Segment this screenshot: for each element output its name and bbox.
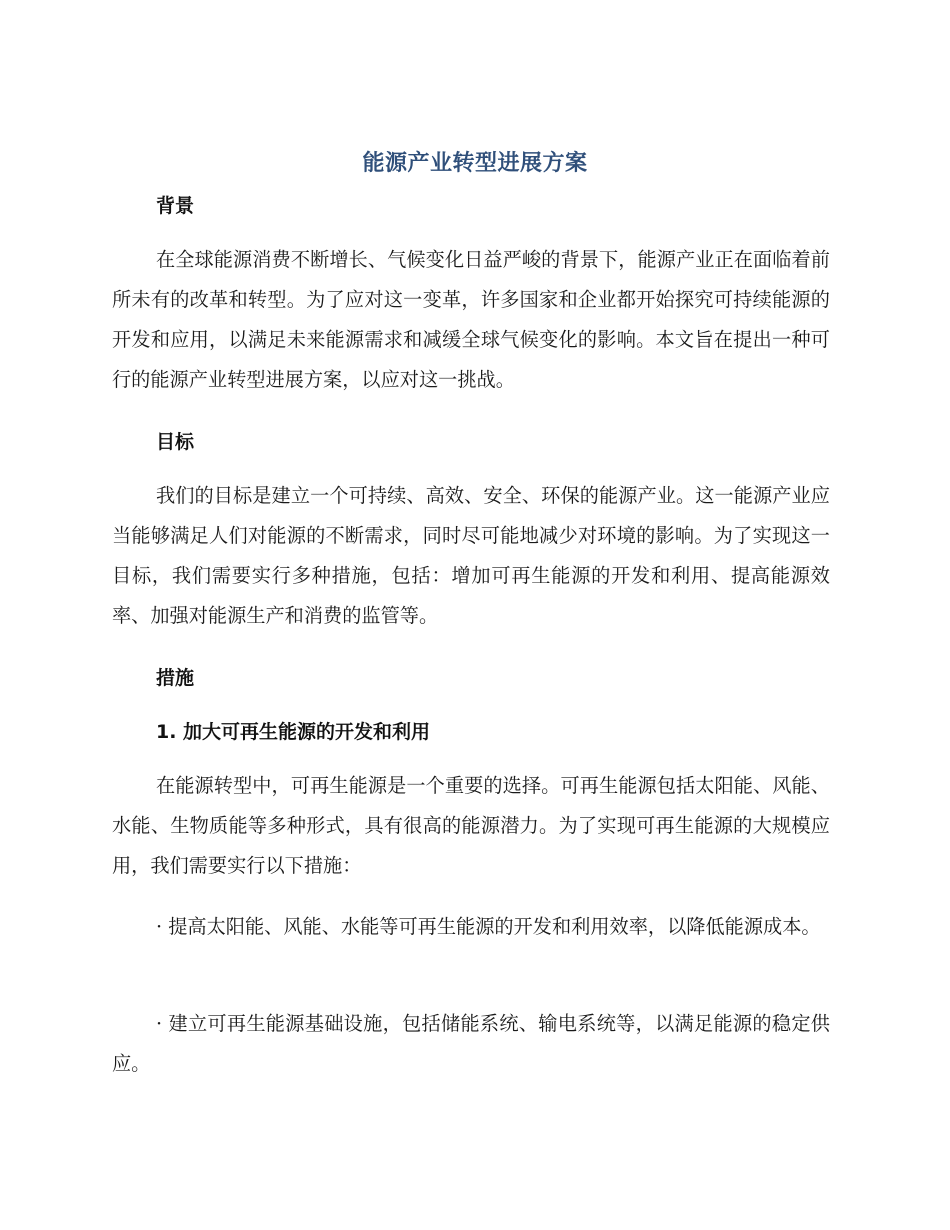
paragraph-goal: 我们的目标是建立一个可持续、高效、安全、环保的能源产业。这一能源产业应当能够满足人们对能源的不断需求，同时尽可能地减少对环境的影响。为了实现这一目标，我们需要实行多种措施，包括：增加可再生能源的开发和利用、提高能源效率、加强对能源生产和消费的监管等。	[112, 484, 830, 627]
paragraph-renewables: 在能源转型中，可再生能源是一个重要的选择。可再生能源包括太阳能、风能、水能、生物质能等多种形式，具有很高的能源潜力。为了实现可再生能源的大规模应用，我们需要实行以下措施：	[112, 774, 830, 877]
subsection-heading-renewables: 1. 加大可再生能源的开发和利用	[156, 721, 431, 743]
section-heading-goal: 目标	[156, 431, 195, 453]
bullet-item: · 提高太阳能、风能、水能等可再生能源的开发和利用效率，以降低能源成本。	[156, 915, 821, 938]
paragraph-background: 在全球能源消费不断增长、气候变化日益严峻的背景下，能源产业正在面临着前所未有的改革和转型。为了应对这一变革，许多国家和企业都开始探究可持续能源的开发和应用，以满足未来能源需求和减缓全球气候变化的影响。本文旨在提出一种可行的能源产业转型进展方案，以应对这一挑战。	[112, 248, 830, 391]
document-title: 能源产业转型进展方案	[362, 151, 588, 176]
section-heading-background: 背景	[156, 195, 195, 217]
bullet-item: · 建立可再生能源基础设施，包括储能系统、输电系统等，以满足能源的稳定供应。	[112, 1012, 830, 1075]
section-heading-measures: 措施	[156, 667, 195, 689]
